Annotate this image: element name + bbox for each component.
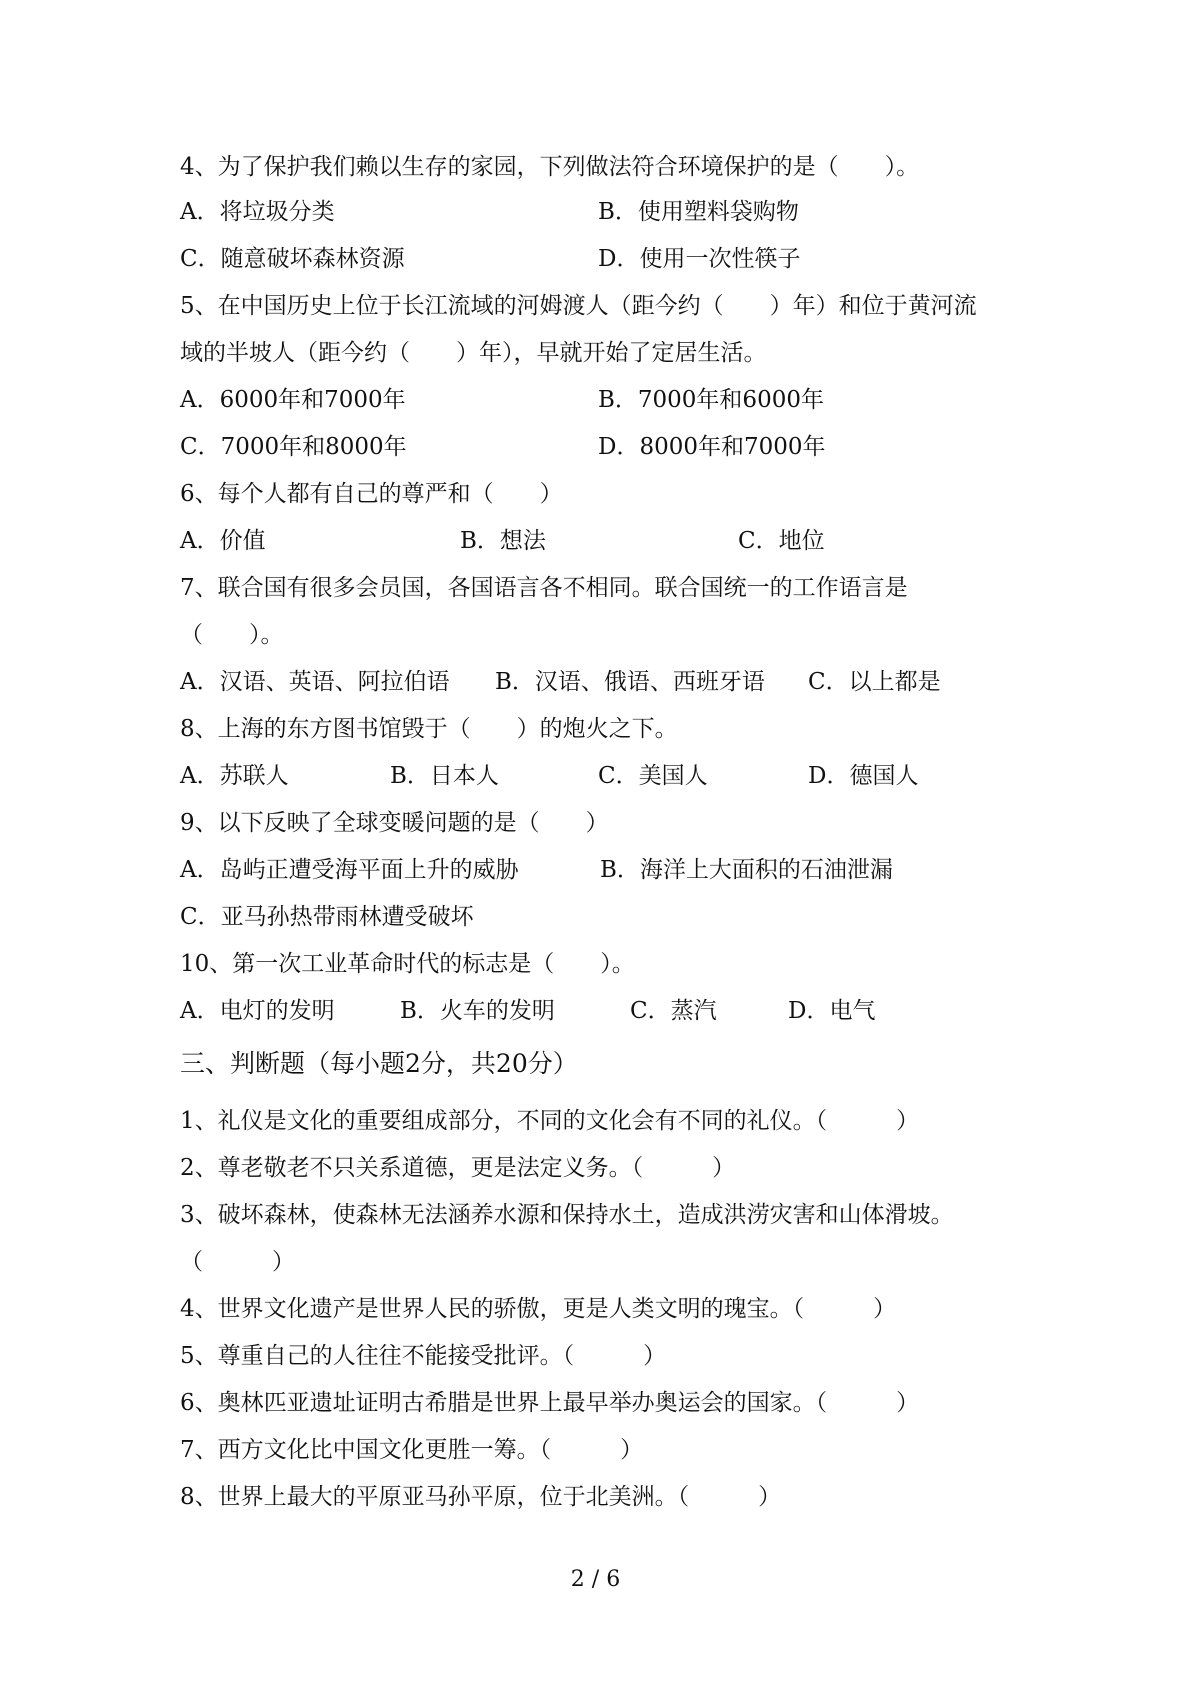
judgement-item-5: 5、尊重自己的人往往不能接受批评。（ ） [180, 1343, 667, 1369]
question-6-option-b: B．想法 [460, 528, 546, 554]
question-8-option-d: D．德国人 [808, 763, 919, 789]
question-5-option-c: C．7000年和8000年 [180, 434, 407, 460]
question-7-option-b: B．汉语、俄语、西班牙语 [495, 669, 765, 695]
question-10-option-b: B．火车的发明 [400, 998, 555, 1024]
question-7-option-a: A．汉语、英语、阿拉伯语 [180, 669, 450, 695]
question-6-option-a: A．价值 [180, 528, 266, 554]
question-9-option-c: C．亚马孙热带雨林遭受破坏 [180, 904, 474, 930]
judgement-item-1: 1、礼仪是文化的重要组成部分，不同的文化会有不同的礼仪。（ ） [180, 1108, 920, 1134]
question-9-option-a: A．岛屿正遭受海平面上升的威胁 [180, 857, 519, 883]
question-7-stem-line-1: 7、联合国有很多会员国，各国语言各不相同。联合国统一的工作语言是 [180, 575, 908, 601]
question-8-option-c: C．美国人 [598, 763, 708, 789]
page-number: 2 / 6 [570, 1567, 621, 1592]
question-5-option-d: D．8000年和7000年 [598, 434, 826, 460]
judgement-item-7: 7、西方文化比中国文化更胜一筹。（ ） [180, 1437, 644, 1463]
question-5-stem-line-2: 域的半坡人（距今约（ ）年），早就开始了定居生活。 [180, 340, 767, 366]
question-7-option-c: C．以上都是 [808, 669, 941, 695]
question-4-stem: 4、为了保护我们赖以生存的家园，下列做法符合环境保护的是（ ）。 [180, 154, 920, 180]
question-10-stem: 10、第一次工业革命时代的标志是（ ）。 [180, 951, 635, 977]
judgement-item-8: 8、世界上最大的平原亚马孙平原，位于北美洲。（ ） [180, 1484, 782, 1510]
judgement-item-3-line-1: 3、破坏森林，使森林无法涵养水源和保持水土，造成洪涝灾害和山体滑坡。 [180, 1202, 954, 1228]
question-4-option-b: B．使用塑料袋购物 [598, 199, 799, 225]
question-4-option-a: A．将垃圾分类 [180, 199, 335, 225]
question-5-option-a: A．6000年和7000年 [180, 387, 406, 413]
section-3-title: 三、判断题（每小题2分，共20分） [180, 1049, 578, 1078]
question-5-option-b: B．7000年和6000年 [598, 387, 824, 413]
question-4-option-d: D．使用一次性筷子 [598, 246, 801, 272]
question-10-option-a: A．电灯的发明 [180, 998, 335, 1024]
question-9-stem: 9、以下反映了全球变暖问题的是（ ） [180, 810, 609, 836]
question-10-option-c: C．蒸汽 [630, 998, 717, 1024]
question-4-option-c: C．随意破坏森林资源 [180, 246, 405, 272]
question-5-stem-line-1: 5、在中国历史上位于长江流域的河姆渡人（距今约（ ）年）和位于黄河流 [180, 293, 977, 319]
question-8-stem: 8、上海的东方图书馆毁于（ ）的炮火之下。 [180, 716, 678, 742]
question-7-stem-line-2: （ ）。 [180, 622, 284, 648]
question-6-option-c: C．地位 [738, 528, 825, 554]
question-6-stem: 6、每个人都有自己的尊严和（ ） [180, 481, 563, 507]
question-8-option-a: A．苏联人 [180, 763, 289, 789]
judgement-item-2: 2、尊老敬老不只关系道德，更是法定义务。（ ） [180, 1155, 736, 1181]
judgement-item-6: 6、奥林匹亚遗址证明古希腊是世界上最早举办奥运会的国家。（ ） [180, 1390, 920, 1416]
question-8-option-b: B．日本人 [390, 763, 499, 789]
judgement-item-3-line-2: （ ） [180, 1249, 295, 1275]
judgement-item-4: 4、世界文化遗产是世界人民的骄傲，更是人类文明的瑰宝。（ ） [180, 1296, 897, 1322]
question-9-option-b: B．海洋上大面积的石油泄漏 [600, 857, 893, 883]
question-10-option-d: D．电气 [788, 998, 876, 1024]
